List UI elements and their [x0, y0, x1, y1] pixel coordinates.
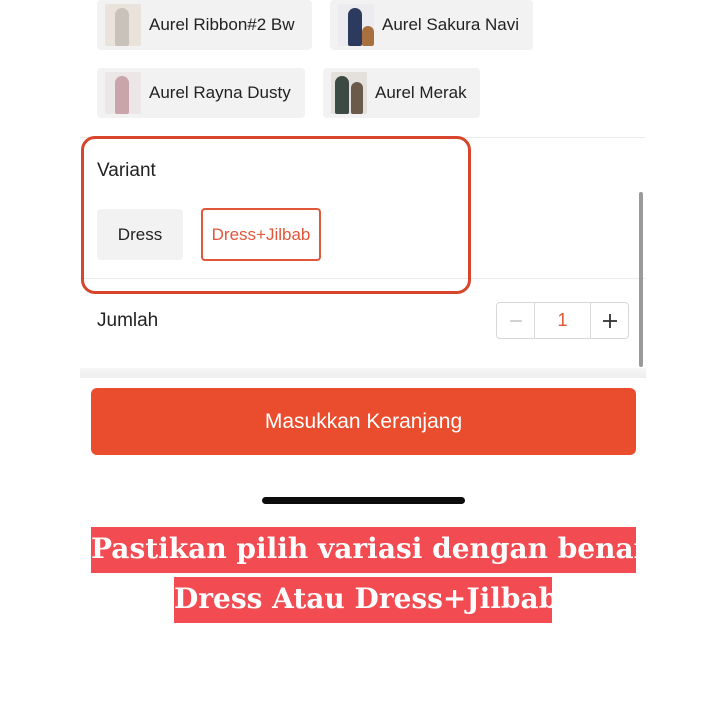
motif-option-label: Aurel Sakura Navi [382, 15, 520, 34]
sheet-bottom-edge [80, 368, 646, 378]
motif-option-label: Aurel Rayna Dusty [149, 83, 291, 102]
motif-option-label: Aurel Ribbon#2 Bw [149, 15, 295, 34]
quantity-stepper [496, 302, 629, 339]
thumbnail-figure [115, 76, 129, 114]
motif-option-aurel-merak[interactable] [323, 68, 480, 118]
thumbnail-figure [351, 82, 363, 114]
caption-line-1: Pastikan pilih variasi dengan benar [91, 527, 636, 573]
home-indicator[interactable] [262, 497, 465, 504]
thumbnail-figure [115, 8, 129, 46]
variant-highlight-annotation [81, 136, 471, 294]
scrollbar[interactable] [639, 192, 643, 367]
product-thumbnail-icon [331, 72, 367, 114]
motif-option-aurel-rayna[interactable] [97, 68, 305, 118]
thumbnail-figure [348, 8, 362, 46]
motif-option-aurel-sakura[interactable] [330, 0, 533, 50]
motif-option-aurel-ribbon[interactable] [97, 0, 312, 50]
decrease-quantity-button[interactable] [497, 303, 535, 338]
thumbnail-figure [362, 26, 374, 46]
variant-section-title: Variant [97, 160, 156, 181]
motif-option-label: Aurel Merak [375, 83, 467, 102]
plus-icon [602, 313, 618, 329]
product-thumbnail-icon [105, 72, 141, 114]
product-thumbnail-icon [105, 4, 141, 46]
thumbnail-figure [335, 76, 349, 114]
quantity-input[interactable]: 1 [557, 310, 568, 330]
variant-option-dress-jilbab[interactable]: Dress+Jilbab [201, 208, 321, 261]
increase-quantity-button[interactable] [590, 303, 628, 338]
caption-line-2: Dress Atau Dress+Jilbab [174, 577, 552, 623]
add-to-cart-button[interactable]: Masukkan Keranjang [91, 388, 636, 455]
minus-icon [509, 314, 523, 328]
variant-option-dress[interactable]: Dress [97, 209, 183, 260]
quantity-label: Jumlah [97, 310, 159, 331]
product-thumbnail-icon [338, 4, 374, 46]
